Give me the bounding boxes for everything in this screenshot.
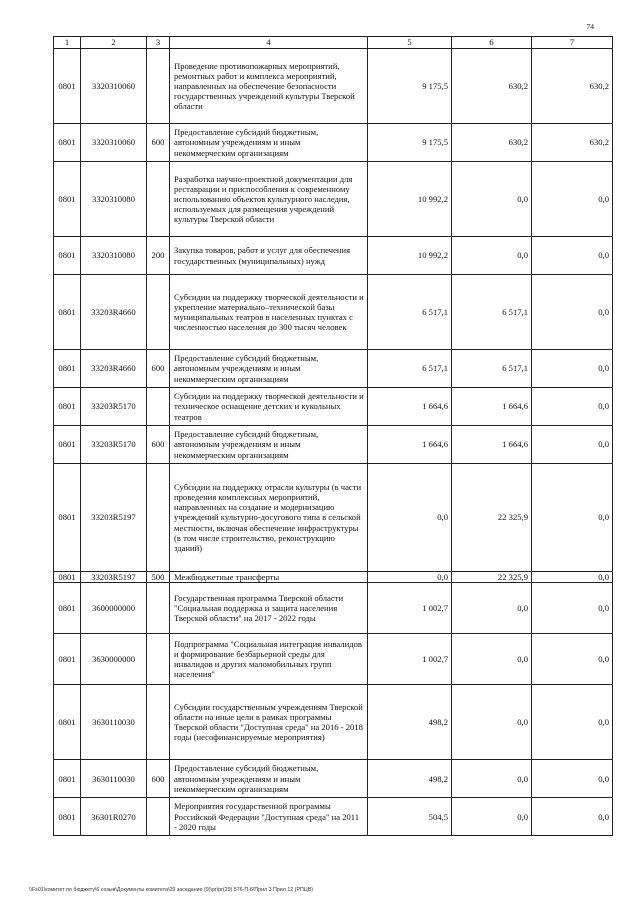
amount-col5-cell: 9 175,5 <box>368 124 452 162</box>
expense-type-cell <box>147 49 170 124</box>
amount-col7-cell: 0,0 <box>532 275 613 350</box>
expense-type-cell: 200 <box>147 237 170 275</box>
target-article-cell: 36301R0270 <box>81 798 147 836</box>
target-article-cell: 33203R4660 <box>81 350 147 388</box>
amount-col6-cell: 630,2 <box>452 49 532 124</box>
section-code-cell: 0801 <box>54 583 81 634</box>
section-code-cell: 0801 <box>54 685 81 760</box>
table-row <box>54 685 613 760</box>
header-cell: 2 <box>81 37 147 49</box>
table-row <box>54 426 613 464</box>
table-row <box>54 583 613 634</box>
expense-type-cell: 600 <box>147 426 170 464</box>
amount-col6-cell: 0,0 <box>452 583 532 634</box>
description-cell: Подпрограмма "Социальная интеграция инвалидов и формирование безбарьерной среды для инвалидов и других маломобильных групп населения" <box>170 634 368 685</box>
target-article-cell: 33203R5170 <box>81 388 147 426</box>
table-row <box>54 798 613 836</box>
target-article-cell: 3320310080 <box>81 237 147 275</box>
expense-type-cell: 600 <box>147 124 170 162</box>
budget-table <box>53 36 613 836</box>
table-row <box>54 464 613 572</box>
target-article-cell: 3630110030 <box>81 760 147 798</box>
expense-type-cell: 600 <box>147 760 170 798</box>
table-row <box>54 237 613 275</box>
amount-col6-cell: 6 517,1 <box>452 275 532 350</box>
description-cell: Субсидии государственным учреждениям Тверской области на иные цели в рамках программы Тверской области "Доступная среда" на 2016 - 2018 годы (несофинансируемые мероприятия) <box>170 685 368 760</box>
amount-col6-cell: 0,0 <box>452 798 532 836</box>
table-header-row <box>54 37 613 49</box>
section-code-cell: 0801 <box>54 237 81 275</box>
amount-col7-cell: 0,0 <box>532 162 613 237</box>
expense-type-cell <box>147 275 170 350</box>
amount-col7-cell: 0,0 <box>532 634 613 685</box>
amount-col7-cell: 0,0 <box>532 583 613 634</box>
amount-col6-cell: 630,2 <box>452 124 532 162</box>
target-article-cell: 3320310060 <box>81 49 147 124</box>
expense-type-cell <box>147 798 170 836</box>
amount-col6-cell: 0,0 <box>452 634 532 685</box>
amount-col5-cell: 10 992,2 <box>368 162 452 237</box>
amount-col6-cell: 22 325,9 <box>452 572 532 583</box>
target-article-cell: 3320310080 <box>81 162 147 237</box>
amount-col6-cell: 6 517,1 <box>452 350 532 388</box>
amount-col7-cell: 0,0 <box>532 426 613 464</box>
amount-col5-cell: 6 517,1 <box>368 275 452 350</box>
description-cell: Межбюджетные трансферты <box>170 572 368 583</box>
header-cell: 1 <box>54 37 81 49</box>
target-article-cell: 33203R4660 <box>81 275 147 350</box>
table-row <box>54 634 613 685</box>
amount-col7-cell: 0,0 <box>532 572 613 583</box>
amount-col5-cell: 498,2 <box>368 760 452 798</box>
header-cell: 6 <box>452 37 532 49</box>
table-row <box>54 275 613 350</box>
amount-col6-cell: 0,0 <box>452 760 532 798</box>
amount-col7-cell: 0,0 <box>532 464 613 572</box>
amount-col5-cell: 10 992,2 <box>368 237 452 275</box>
description-cell: Предоставление субсидий бюджетным, автономным учреждениям и иным некоммерческим организациям <box>170 426 368 464</box>
file-path-footer: \\Fs01\комитет по бюджету\6 созыв\Документы комитета\29 заседание (9)\pr\pr(29) 576-П-6\Прил 3 Прил 12 (РПЦВ) <box>29 887 314 893</box>
expense-type-cell <box>147 388 170 426</box>
expense-type-cell: 500 <box>147 572 170 583</box>
amount-col5-cell: 1 002,7 <box>368 583 452 634</box>
description-cell: Субсидии на поддержку отрасли культуры (в части проведения комплексных мероприятий, направленных на создание и модернизацию учреждений культурно-досугового типа в сельской местности, включая обеспечение инфраструктуры (в том числе строительство, реконструкцию зданий) <box>170 464 368 572</box>
section-code-cell: 0801 <box>54 798 81 836</box>
expense-type-cell <box>147 583 170 634</box>
section-code-cell: 0801 <box>54 464 81 572</box>
amount-col6-cell: 0,0 <box>452 685 532 760</box>
amount-col7-cell: 0,0 <box>532 237 613 275</box>
amount-col5-cell: 0,0 <box>368 572 452 583</box>
target-article-cell: 33203R5197 <box>81 464 147 572</box>
description-cell: Предоставление субсидий бюджетным, автономным учреждениям и иным некоммерческим организациям <box>170 760 368 798</box>
section-code-cell: 0801 <box>54 572 81 583</box>
table-row <box>54 572 613 583</box>
table-row <box>54 350 613 388</box>
expense-type-cell <box>147 685 170 760</box>
description-cell: Разработка научно-проектной документации для реставрации и приспособления к современному использованию объектов культурного наследия, используемых для размещения учреждений культуры Тверской области <box>170 162 368 237</box>
expense-type-cell <box>147 464 170 572</box>
target-article-cell: 33203R5170 <box>81 426 147 464</box>
section-code-cell: 0801 <box>54 426 81 464</box>
description-cell: Предоставление субсидий бюджетным, автономным учреждениям и иным некоммерческим организациям <box>170 350 368 388</box>
amount-col7-cell: 630,2 <box>532 124 613 162</box>
section-code-cell: 0801 <box>54 124 81 162</box>
amount-col7-cell: 0,0 <box>532 350 613 388</box>
header-cell: 3 <box>147 37 170 49</box>
section-code-cell: 0801 <box>54 49 81 124</box>
expense-type-cell: 600 <box>147 350 170 388</box>
section-code-cell: 0801 <box>54 162 81 237</box>
amount-col5-cell: 1 002,7 <box>368 634 452 685</box>
expense-type-cell <box>147 634 170 685</box>
section-code-cell: 0801 <box>54 388 81 426</box>
header-cell: 4 <box>170 37 368 49</box>
section-code-cell: 0801 <box>54 760 81 798</box>
target-article-cell: 3320310060 <box>81 124 147 162</box>
description-cell: Предоставление субсидий бюджетным, автономным учреждениям и иным некоммерческим организациям <box>170 124 368 162</box>
description-cell: Проведение противопожарных мероприятий, ремонтных работ и комплекса мероприятий, направленных на обеспечение безопасности государственных учреждений культуры Тверской области <box>170 49 368 124</box>
table-row <box>54 49 613 124</box>
section-code-cell: 0801 <box>54 350 81 388</box>
table-row <box>54 162 613 237</box>
amount-col5-cell: 0,0 <box>368 464 452 572</box>
amount-col6-cell: 0,0 <box>452 237 532 275</box>
description-cell: Субсидии на поддержку творческой деятельности и укрепление материально–технической базы муниципальных театров в населенных пунктах с численностью населения до 300 тысяч человек <box>170 275 368 350</box>
target-article-cell: 33203R5197 <box>81 572 147 583</box>
target-article-cell: 3630110030 <box>81 685 147 760</box>
amount-col7-cell: 0,0 <box>532 798 613 836</box>
amount-col5-cell: 6 517,1 <box>368 350 452 388</box>
description-cell: Субсидии на поддержку творческой деятельности и техническое оснащение детских и кукольных театров <box>170 388 368 426</box>
amount-col5-cell: 1 664,6 <box>368 426 452 464</box>
page-number: 74 <box>586 22 594 31</box>
amount-col5-cell: 1 664,6 <box>368 388 452 426</box>
amount-col5-cell: 9 175,5 <box>368 49 452 124</box>
amount-col6-cell: 1 664,6 <box>452 388 532 426</box>
header-cell: 7 <box>532 37 613 49</box>
amount-col6-cell: 22 325,9 <box>452 464 532 572</box>
amount-col6-cell: 0,0 <box>452 162 532 237</box>
amount-col6-cell: 1 664,6 <box>452 426 532 464</box>
amount-col5-cell: 498,2 <box>368 685 452 760</box>
description-cell: Мероприятия государственной программы Российской Федерации "Доступная среда" на 2011 - 2020 годы <box>170 798 368 836</box>
table-row <box>54 124 613 162</box>
table-row <box>54 388 613 426</box>
target-article-cell: 3600000000 <box>81 583 147 634</box>
description-cell: Государственная программа Тверской области "Социальная поддержка и защита населения Тверской области" на 2017 - 2022 годы <box>170 583 368 634</box>
section-code-cell: 0801 <box>54 634 81 685</box>
amount-col7-cell: 0,0 <box>532 685 613 760</box>
amount-col7-cell: 0,0 <box>532 760 613 798</box>
amount-col7-cell: 630,2 <box>532 49 613 124</box>
header-cell: 5 <box>368 37 452 49</box>
amount-col5-cell: 504,5 <box>368 798 452 836</box>
amount-col7-cell: 0,0 <box>532 388 613 426</box>
description-cell: Закупка товаров, работ и услуг для обеспечения государственных (муниципальных) нужд <box>170 237 368 275</box>
target-article-cell: 3630000000 <box>81 634 147 685</box>
section-code-cell: 0801 <box>54 275 81 350</box>
table-row <box>54 760 613 798</box>
expense-type-cell <box>147 162 170 237</box>
